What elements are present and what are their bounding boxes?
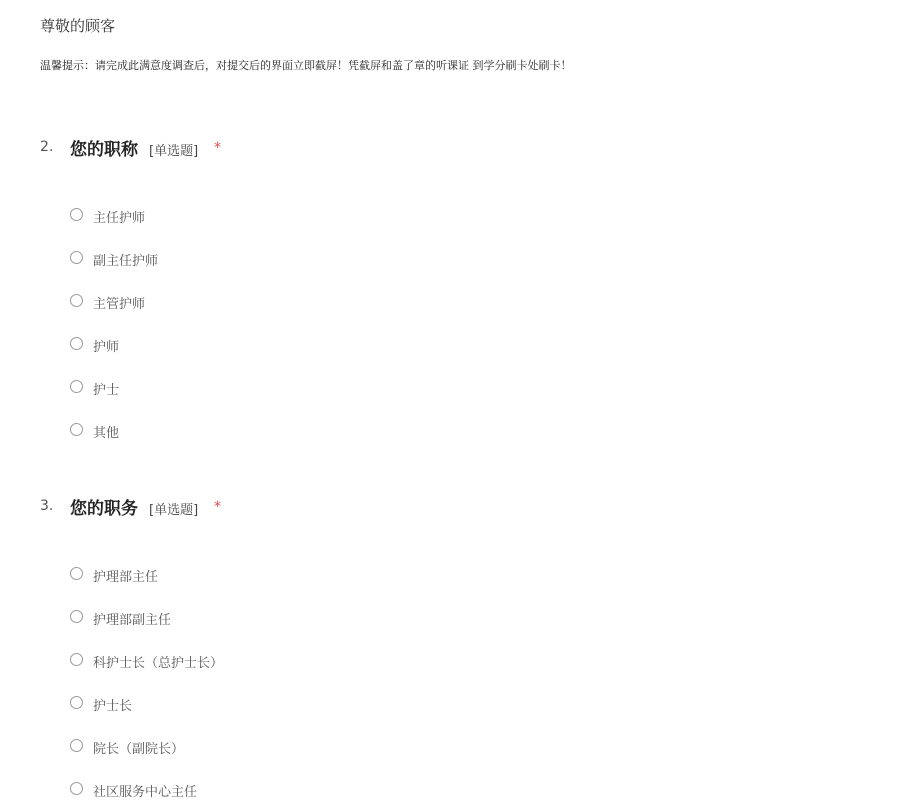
option-label[interactable]: 护士 [93, 383, 120, 398]
radio-button[interactable] [70, 696, 83, 709]
option-label[interactable]: 社区服务中心主任 [93, 785, 198, 800]
question-type-label: [单选题] [149, 503, 199, 518]
question-title: 您的职务 [70, 499, 138, 519]
radio-button[interactable] [70, 208, 83, 221]
option-label[interactable]: 副主任护师 [93, 254, 159, 269]
option-label[interactable]: 其他 [93, 426, 120, 441]
option-label[interactable]: 主任护师 [93, 211, 146, 226]
option-label[interactable]: 护士长 [93, 699, 133, 714]
radio-button[interactable] [70, 567, 83, 580]
option-label[interactable]: 护理部主任 [93, 570, 159, 585]
radio-button[interactable] [70, 294, 83, 307]
greeting-text: 尊敬的顾客 [40, 17, 116, 35]
question-header [40, 494, 880, 520]
radio-button[interactable] [70, 380, 83, 393]
question-type-label: [单选题] [149, 144, 199, 159]
tip-text: 温馨提示：请完成此满意度调查后，对提交后的界面立即截屏！凭截屏和盖了章的听课证 到学分刷卡处刷卡！ [40, 59, 572, 72]
option-label[interactable]: 护理部副主任 [93, 613, 172, 628]
radio-button[interactable] [70, 337, 83, 350]
question-number: 3. [40, 498, 54, 514]
option-label[interactable]: 科护士长（总护士长） [93, 656, 224, 671]
question-header [40, 135, 880, 161]
option-label[interactable]: 护师 [93, 340, 120, 355]
question-title-level [40, 135, 880, 161]
option-label[interactable]: 院长（副院长） [93, 742, 185, 757]
question-number: 2. [40, 139, 54, 155]
radio-button[interactable] [70, 251, 83, 264]
required-asterisk: * [214, 140, 221, 156]
question-title: 您的职称 [70, 140, 138, 160]
required-asterisk: * [214, 499, 221, 515]
radio-button[interactable] [70, 782, 83, 795]
radio-button[interactable] [70, 653, 83, 666]
question-position [40, 494, 880, 520]
radio-button[interactable] [70, 423, 83, 436]
radio-button[interactable] [70, 610, 83, 623]
radio-button[interactable] [70, 739, 83, 752]
option-label[interactable]: 主管护师 [93, 297, 146, 312]
